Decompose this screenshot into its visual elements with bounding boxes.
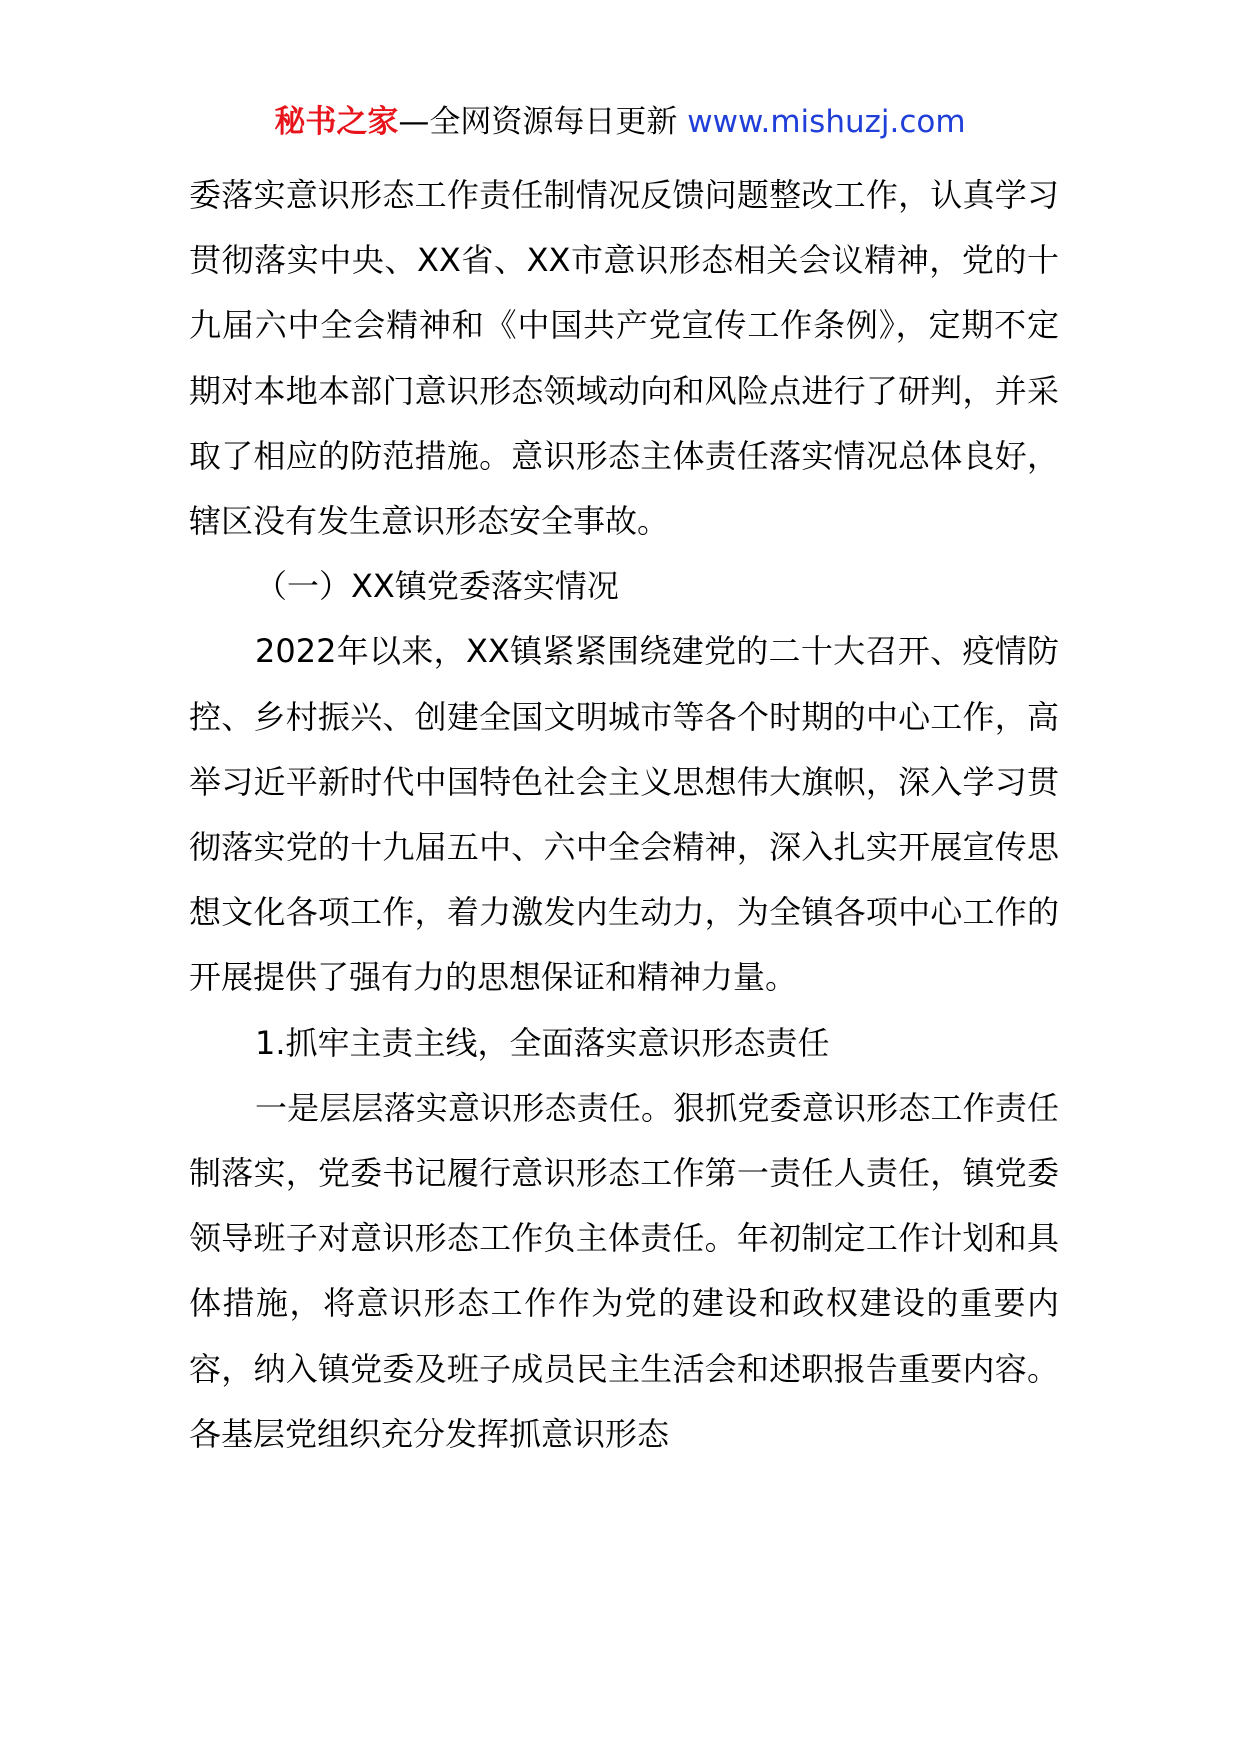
subsection-heading: 1.抓牢主责主线，全面落实意识形态责任 [255,1023,830,1062]
document-body [189,163,1059,1467]
body-paragraph: 2022年以来，XX镇紧紧围绕建党的二十大召开、疫情防控、乡村振兴、创建全国文明城市等各个时期的中心工作，高举习近平新时代中国特色社会主义思想伟大旗帜，深入学习贯彻落实党的十九届五中、六中全会精神，深入扎实开展宣传思想文化各项工作，着力激发内生动力，为全镇各项中心工作的开展提供了强有力的思想保证和精神力量。 [189,632,1059,997]
body-paragraph: 一是层层落实意识形态责任。狠抓党委意识形态工作责任制落实，党委书记履行意识形态工作第一责任人责任，镇党委领导班子对意识形态工作负主体责任。年初制定工作计划和具体措施，将意识形态工作作为党的建设和政权建设的重要内容，纳入镇党委及班子成员民主生活会和述职报告重要内容。各基层党组织充分发挥抓意识形态 [189,1088,1059,1453]
site-url-link[interactable]: www.mishuzj.com [687,104,966,140]
site-tagline: —全网资源每日更新 [398,104,678,140]
body-paragraph-continued: 委落实意识形态工作责任制情况反馈问题整改工作，认真学习贯彻落实中央、XX省、XX市意识形态相关会议精神，党的十九届六中全会精神和《中国共产党宣传工作条例》，定期不定期对本地本部门意识形态领域动向和风险点进行了研判，并采取了相应的防范措施。意识形态主体责任落实情况总体良好，辖区没有发生意识形态安全事故。 [189,176,1059,541]
section-heading: （一）XX镇党委落实情况 [255,567,619,606]
page-header [0,100,1240,144]
site-brand: 秘书之家 [274,104,399,140]
